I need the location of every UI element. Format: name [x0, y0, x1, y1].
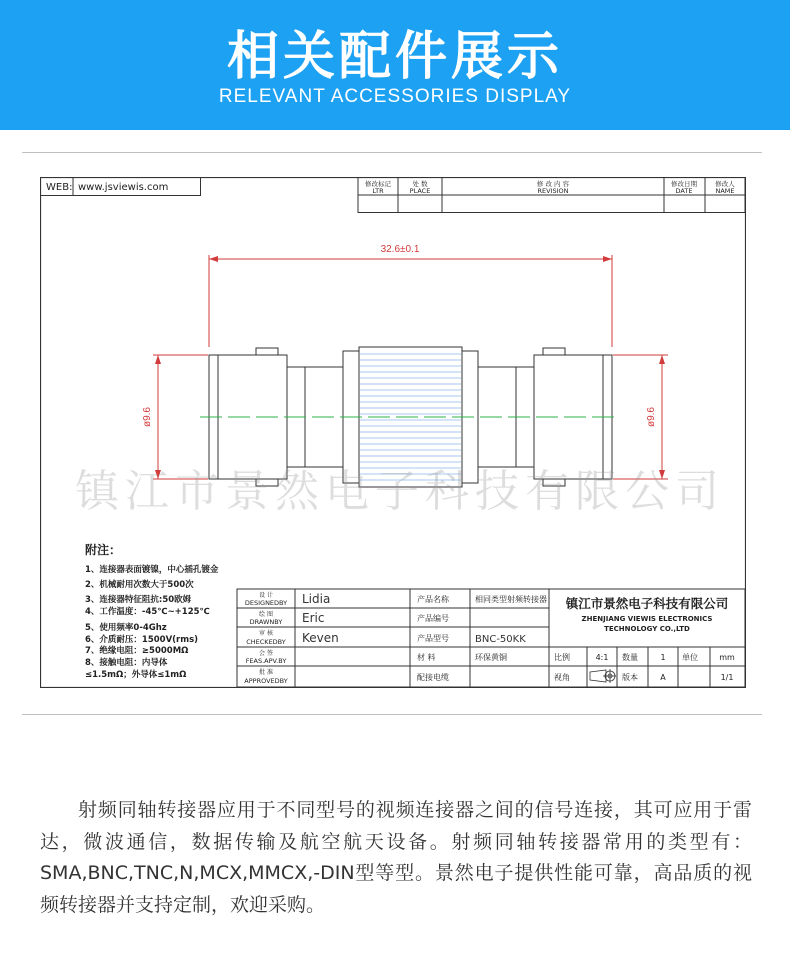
left-diameter-label: ø9.6	[142, 406, 153, 428]
svg-text:材 料: 材 料	[417, 653, 436, 662]
svg-text:NAME: NAME	[715, 187, 735, 195]
note-item: 2、机械耐用次数大于500次	[85, 580, 194, 590]
material: 环保黄铜	[475, 653, 507, 662]
designer-name: Lidia	[302, 592, 331, 606]
svg-text:修改人: 修改人	[715, 180, 735, 188]
bottom-divider	[22, 714, 762, 715]
company-name: 镇江市景然电子科技有限公司	[565, 596, 729, 611]
left-diameter-dimension	[142, 355, 208, 479]
svg-text:DATE: DATE	[675, 187, 693, 195]
drawer-name: Eric	[302, 611, 325, 625]
product-description: 射频同轴转接器应用于不同型号的视频连接器之间的信号连接，其可应用于雷达，微波通信，数据传输及航空航天设备。射频同轴转接器常用的类型有：SMA,BNC,TNC,N,MCX,MMCX,-DIN型等型。景然电子提供性能可靠，高品质的视频转接器并支持定制，欢迎采购。	[40, 799, 752, 916]
svg-text:批 准: 批 准	[259, 669, 273, 676]
note-item: 1、连接器表面镀镍，中心插孔镀金	[85, 565, 219, 575]
svg-text:A: A	[660, 673, 666, 682]
svg-text:视角: 视角	[554, 673, 570, 682]
svg-text:配接电缆: 配接电缆	[417, 673, 449, 682]
svg-text:产品型号: 产品型号	[417, 634, 449, 643]
page-subtitle: RELEVANT ACCESSORIES DISPLAY	[218, 86, 572, 107]
svg-text:产品编号: 产品编号	[417, 614, 449, 623]
svg-text:ZHENJIANG VIEWIS ELECTRONICS: ZHENJIANG VIEWIS ELECTRONICS	[581, 615, 713, 623]
svg-text:产品名称: 产品名称	[417, 595, 449, 604]
svg-text:修 改 内 容: 修 改 内 容	[536, 180, 570, 188]
web-url: www.jsviewis.com	[78, 182, 169, 193]
svg-text:FEAS.APV.BY: FEAS.APV.BY	[245, 657, 287, 665]
note-item: 6、介质耐压：1500V(rms)	[85, 635, 199, 645]
notes-block	[85, 542, 219, 680]
svg-text:单位: 单位	[682, 653, 698, 662]
length-dimension	[209, 244, 612, 347]
svg-text:4:1: 4:1	[595, 653, 609, 662]
note-item: 3、连接器特征阻抗:50欧姆	[85, 595, 192, 605]
svg-text:修改标记: 修改标记	[365, 180, 391, 188]
svg-text:绘 图: 绘 图	[259, 611, 273, 618]
right-diameter-dimension	[613, 355, 668, 479]
technical-drawing	[40, 177, 746, 688]
svg-text:数量: 数量	[622, 653, 638, 662]
svg-text:REVISION: REVISION	[537, 187, 569, 195]
svg-text:DESIGNEDBY: DESIGNEDBY	[244, 599, 288, 607]
company-watermark: 镇江市景然电子科技有限公司	[75, 466, 725, 517]
svg-text:mm: mm	[719, 653, 735, 662]
svg-text:版本: 版本	[622, 673, 638, 682]
web-label: WEB:	[46, 182, 73, 193]
note-item: 7、绝缘电阻：≥5000MΩ	[85, 646, 189, 656]
title-block-text	[244, 591, 735, 685]
notes-title: 附注：	[85, 543, 122, 557]
note-item: 4、工作温度：-45℃~+125℃	[85, 607, 210, 617]
note-item: ≤1.5mΩ；外导体≤1mΩ	[85, 670, 187, 680]
svg-text:1/1: 1/1	[720, 673, 734, 682]
svg-text:PLACE: PLACE	[409, 187, 431, 195]
length-dimension-label: 32.6±0.1	[380, 244, 420, 255]
drawing-svg	[40, 177, 746, 688]
product-model: BNC-50KK	[475, 634, 526, 645]
top-divider	[22, 152, 762, 153]
svg-text:修改日期: 修改日期	[671, 180, 697, 188]
svg-text:审 核: 审 核	[259, 630, 273, 637]
svg-text:比例: 比例	[554, 653, 570, 662]
header-banner	[0, 0, 790, 130]
svg-text:设 计: 设 计	[259, 592, 273, 599]
svg-text:TECHNOLOGY CO.,LTD: TECHNOLOGY CO.,LTD	[604, 625, 690, 633]
svg-text:LTR: LTR	[372, 187, 384, 195]
page-title: 相关配件展示	[226, 27, 563, 87]
note-item: 8、接触电阻：内导体	[85, 658, 168, 668]
svg-text:1: 1	[660, 653, 666, 662]
revision-table	[358, 177, 745, 213]
svg-text:DRAWNBY: DRAWNBY	[249, 618, 283, 626]
checker-name: Keven	[302, 631, 339, 645]
projection-view-icon	[590, 669, 616, 683]
right-diameter-label: ø9.6	[646, 406, 657, 428]
svg-text:处 数: 处 数	[412, 180, 428, 188]
note-item: 5、使用频率0-4Ghz	[85, 623, 167, 633]
svg-text:会 签: 会 签	[259, 650, 273, 657]
product-name: 相同类型射频转接器	[475, 595, 547, 604]
svg-text:APPROVEDBY: APPROVEDBY	[244, 677, 288, 685]
svg-text:CHECKEDBY: CHECKEDBY	[246, 638, 286, 646]
